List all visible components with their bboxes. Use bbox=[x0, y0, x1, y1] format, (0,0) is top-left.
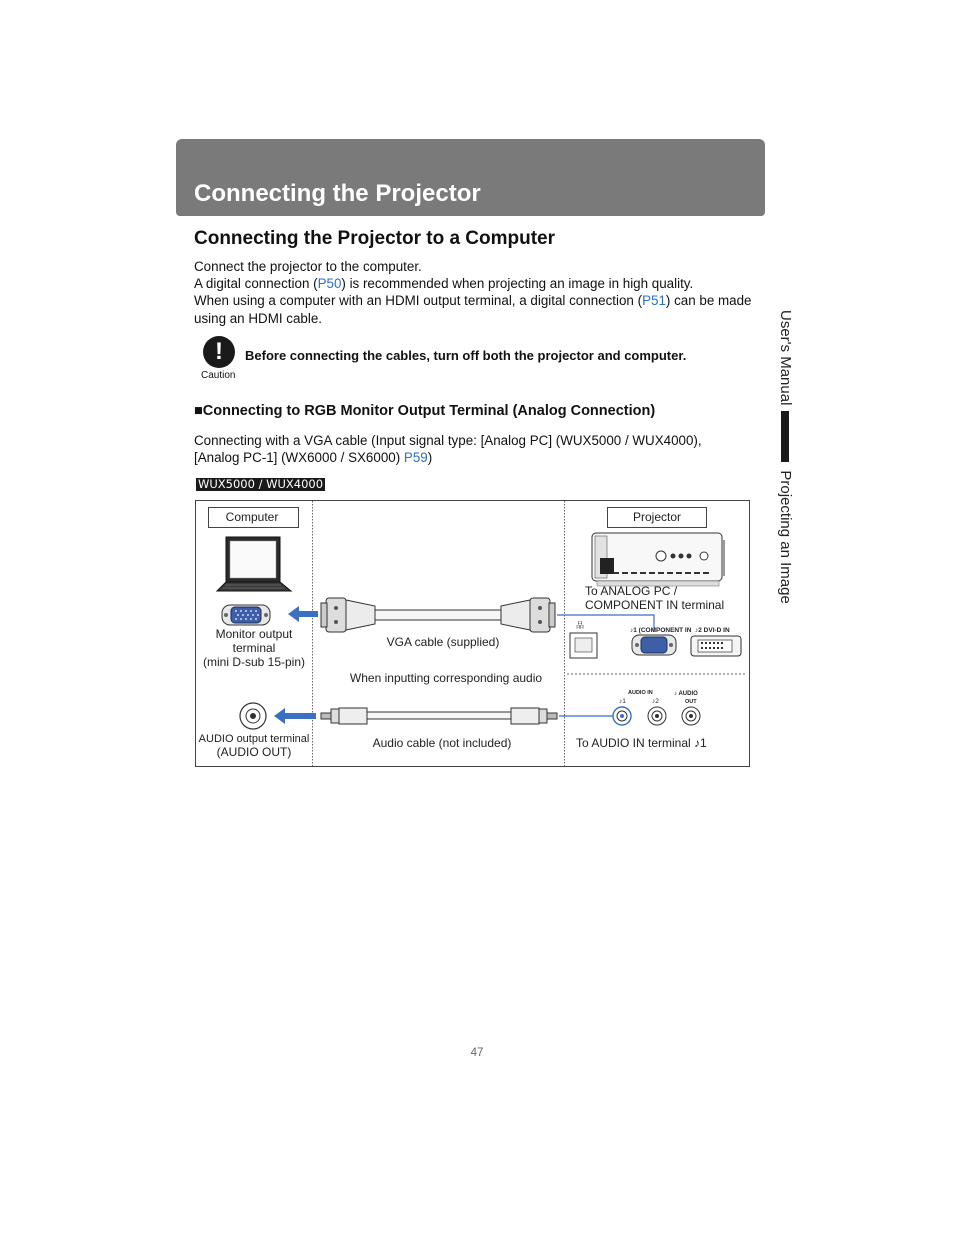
analog-target-label-1: To ANALOG PC / bbox=[585, 584, 678, 598]
audio-note-label: When inputting corresponding audio bbox=[349, 671, 543, 685]
audio-in-1-label: ♪1 bbox=[619, 698, 626, 705]
side-tab-manual: User's Manual bbox=[777, 310, 794, 406]
audio-out-projector-port-icon bbox=[682, 707, 700, 725]
audio-out-port-icon bbox=[240, 703, 266, 729]
audio-in-2-label: ♪2 bbox=[652, 698, 659, 705]
link-p51[interactable]: P51 bbox=[642, 293, 666, 309]
side-tab-text bbox=[777, 310, 794, 604]
link-p50[interactable]: P50 bbox=[317, 276, 342, 292]
section-title: Connecting the Projector to a Computer bbox=[194, 228, 556, 249]
vga-description bbox=[194, 432, 754, 466]
audio-in-2-port-icon bbox=[648, 707, 666, 725]
audio-in-1-port-icon bbox=[613, 707, 631, 725]
laptop-icon bbox=[217, 537, 291, 591]
vga-desc-line-2 bbox=[194, 449, 754, 466]
vga-desc-line-2-tail: ) bbox=[427, 450, 433, 466]
audio-output-label-2: (AUDIO OUT) bbox=[216, 745, 292, 759]
dvi-port-icon bbox=[691, 636, 741, 656]
vga-cable-label: VGA cable (supplied) bbox=[386, 635, 500, 649]
intro-paragraph bbox=[194, 258, 754, 327]
audio-out-header-1: ♪ AUDIO bbox=[674, 691, 698, 697]
analog-pc-port-icon bbox=[632, 635, 676, 655]
intro-line-2 bbox=[194, 275, 754, 292]
analog-target-label-2: COMPONENT IN terminal bbox=[585, 598, 725, 612]
dvi-port-label: ♪2 DVI-D IN bbox=[695, 627, 730, 634]
intro-line-3-text: When using a computer with an HDMI output terminal, a digital connection ( bbox=[194, 293, 643, 309]
monitor-output-port-icon bbox=[222, 605, 270, 625]
subsection-heading bbox=[194, 403, 655, 419]
computer-label: Computer bbox=[225, 510, 279, 524]
intro-line-3-tail: ) can be made using an HDMI cable. bbox=[194, 293, 752, 326]
intro-line-1: Connect the projector to the computer. bbox=[194, 259, 422, 274]
monitor-output-label-3: (mini D-sub 15-pin) bbox=[202, 655, 306, 669]
intro-line-2-text: A digital connection ( bbox=[194, 276, 318, 292]
page-title: Connecting the Projector bbox=[194, 180, 481, 207]
audio-in-header: AUDIO IN bbox=[628, 690, 653, 696]
caution-label: Caution bbox=[201, 370, 236, 381]
link-p59[interactable]: P59 bbox=[403, 450, 428, 466]
audio-in-target-label: To AUDIO IN terminal ♪1 bbox=[576, 736, 707, 750]
projector-icon bbox=[592, 533, 725, 586]
side-tab-chapter: Projecting an Image bbox=[777, 470, 794, 604]
vga-desc-line-2-text: [Analog PC-1] (WX6000 / SX6000) bbox=[194, 450, 404, 466]
intro-line-3 bbox=[194, 292, 754, 326]
audio-cable-label: Audio cable (not included) bbox=[372, 736, 512, 750]
component-port-label: ♪1 (COMPONENT IN bbox=[630, 627, 692, 634]
square-bullet-icon: ■ bbox=[194, 403, 203, 419]
monitor-output-label-2: terminal bbox=[232, 641, 276, 655]
monitor-output-label-1: Monitor output bbox=[215, 627, 293, 641]
caution-text: Before connecting the cables, turn off both the projector and computer. bbox=[245, 348, 687, 363]
projector-label: Projector bbox=[632, 510, 682, 524]
model-badge: WUX5000 / WUX4000 bbox=[198, 477, 324, 491]
subsection-title: Connecting to RGB Monitor Output Terminal (Analog Connection) bbox=[202, 403, 656, 419]
audio-out-header-2: OUT bbox=[685, 699, 697, 705]
side-tab-separator bbox=[781, 411, 789, 462]
exclamation-icon: ! bbox=[203, 336, 235, 368]
svg-text:品: 品 bbox=[576, 621, 584, 630]
side-tab[interactable] bbox=[760, 310, 800, 610]
intro-line-2-tail: ) is recommended when projecting an image in high quality. bbox=[341, 276, 694, 292]
connection-diagram bbox=[195, 500, 750, 767]
vga-desc-line-1: Connecting with a VGA cable (Input signal type: [Analog PC] (WUX5000 / WUX4000), bbox=[194, 433, 702, 448]
page-number: 47 bbox=[470, 1047, 484, 1059]
audio-output-label-1: AUDIO output terminal bbox=[198, 733, 310, 745]
